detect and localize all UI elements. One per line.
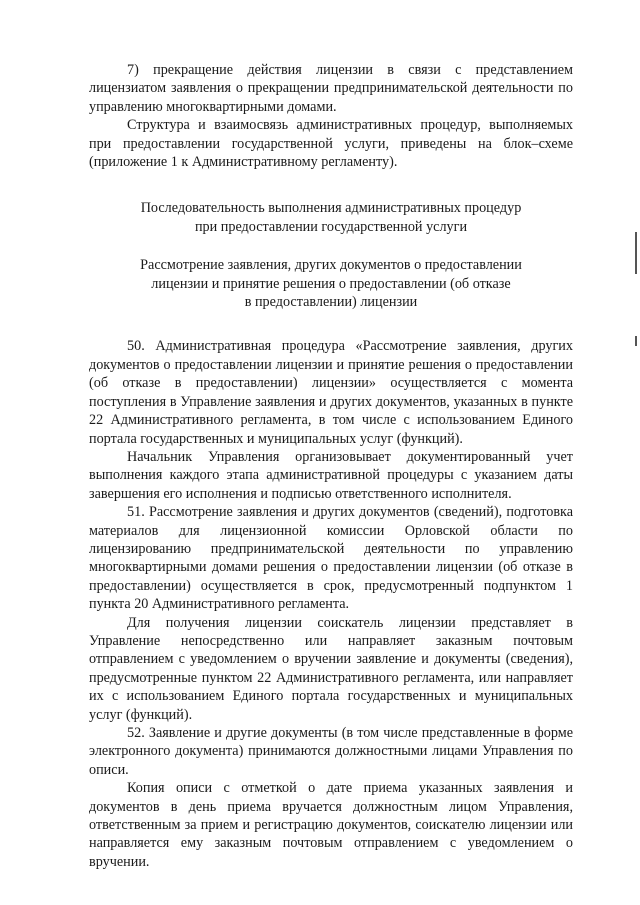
subsection-heading-line: лицензии и принятие решения о предоставлении (об отказе: [151, 275, 511, 292]
subsection-heading-line: Рассмотрение заявления, других документов о предоставлении: [140, 257, 522, 274]
paragraph-head-accounting: Начальник Управления организовывает документированный учет выполнения каждого этапа административной процедуры с указанием даты завершения его исполнения и подписью ответственного исполнителя.: [89, 448, 573, 502]
paragraph-51: 51. Рассмотрение заявления и других документов (сведений), подготовка материалов для лицензионной комиссии Орловской области по лицензированию предпринимательской деятельности по управлению многоквартирными домами решения о предоставлении лицензии (об отказе в предоставлении) осуществляется в срок, предусмотренный подпунктом 1 пункта 20 Административного регламента.: [89, 504, 573, 613]
document-body: [89, 61, 573, 871]
scan-edge-mark: [635, 336, 637, 346]
paragraph-50: 50. Административная процедура «Рассмотрение заявления, других документов о предоставлении лицензии и принятие решения о предоставлении (об отказе в предоставлении) лицензии» осуществляется с момента поступления в Управление заявления и других документов, указанных в пункте 22 Административного регламента, в том числе с использованием Единого портала государственных и муниципальных услуг (функций).: [89, 338, 573, 447]
scan-edge-mark: [635, 232, 637, 274]
subsection-heading-line: в предоставлении) лицензии: [244, 294, 418, 311]
section-heading: [89, 199, 573, 236]
paragraph-52: 52. Заявление и другие документы (в том числе представленные в форме электронного документа) принимаются должностными лицами Управления по описи.: [89, 725, 573, 778]
section-heading-line: Последовательность выполнения административных процедур: [140, 200, 522, 217]
paragraph-inventory-copy: Копия описи с отметкой о дате приема указанных заявления и документов в день приема вручается должностным лицом Управления, ответственным за прием и регистрацию документов, соискателю лицензии или направляется ему заказным почтовым отправлением с уведомлением о вручении.: [89, 780, 573, 870]
section-heading-line: при предоставлении государственной услуги: [194, 218, 468, 235]
subsection-heading: [89, 256, 573, 311]
paragraph-submission: Для получения лицензии соискатель лицензии представляет в Управление непосредственно или направляет заказным почтовым отправлением с уведомлением о вручении заявление и документы (сведения), предусмотренные пунктом 22 Административного регламента, или направляет их с использованием Единого портала государственных и муниципальных услуг (функций).: [89, 614, 573, 723]
paragraph-item-7: 7) прекращение действия лицензии в связи с представлением лицензиатом заявления о прекращении предпринимательской деятельности по управлению многоквартирными домами.: [89, 62, 573, 115]
paragraph-structure: Структура и взаимосвязь административных процедур, выполняемых при предоставлении государственной услуги, приведены на блок–схеме (приложение 1 к Административному регламенту).: [89, 117, 573, 171]
